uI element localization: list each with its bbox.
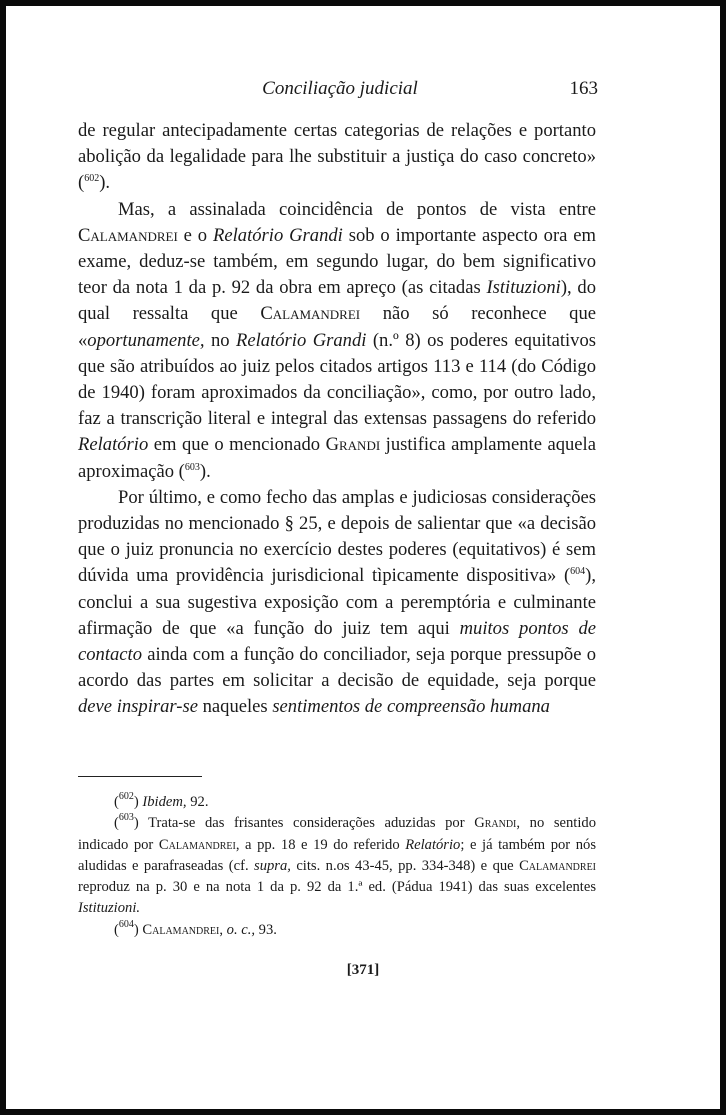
footnote-ref-604[interactable]: 604 — [570, 566, 586, 578]
footnote-divider — [78, 776, 202, 777]
paragraph-1: de regular antecipadamente certas categorias de relações e portanto abolição da legalidade para lhe substituir a justiça do caso concreto» ($^{602}$). — [78, 120, 596, 194]
page-number: 163 — [569, 78, 598, 99]
footnote-ref-603[interactable]: 603 — [184, 461, 200, 473]
footnote-604: ($^{604}$) Calamandrei, o. c., 93. — [114, 918, 277, 938]
running-title: Conciliação judicial — [262, 78, 418, 99]
scanned-page — [6, 6, 720, 1109]
paragraph-2: Mas, a assinalada coincidência de pontos de vista entre Calamandrei e o Relatório Grandi sob o importante aspecto ora em exame, deduz-se também, em segundo lugar, do bem significativo teor da nota 1 da p. 92 da obra em apreço (as citadas Istituzioni), do qual ressalta que Calamandrei não só reconhece que «oportunamente, no Relatório Grandi (n.º 8) os poderes equitativos que são atribuídos ao juiz pelos citados artigos 113 e 114 (do Código de 1940) foram aproximados da conciliação», como, por outro lado, faz a transcrição literal e integral das extensas passagens do referido Relatório em que o mencionado Grandi justifica amplamente aquela aproximação ($^{603}$). — [78, 198, 597, 482]
paragraph-3: Por último, e como fecho das amplas e judiciosas considerações produzidas no mencionado § 25, e depois de salientar que «a decisão que o juiz pronuncia no exercício destes poderes (equitativos) é sem dúvida uma providência jurisdicional tìpicamente dispositiva» ($^{604}$), conclui a sua sugestiva exposição com a peremptória e culminante afirmação de que «a função do juiz tem aqui muitos pontos de contacto ainda com a função do conciliador, seja porque pressupõe o acordo das partes em solicitar a decisão de equidade, seja porque deve inspirar-se naqueles sentimentos de compreensão humana — [78, 486, 596, 718]
main-text — [78, 118, 596, 721]
author-calamandrei: Calamandrei — [260, 303, 361, 325]
footnotes — [78, 792, 596, 941]
author-grandi: Grandi — [325, 434, 381, 456]
running-head — [84, 78, 596, 104]
footnote-603: ($^{603}$) Trata-se das frisantes considerações aduzidas por Grandi, no sentido indicado por Calamandrei, a pp. 18 e 19 do referido Relatório; e já também por nós aludidas e parafraseadas (cf. supra, cits. n.os 43-45, pp. 334-348) e que Calamandrei reproduz na p. 30 e na nota 1 da p. 92 da 1.ª ed. (Pádua 1941) das suas excelentes Istituzioni. — [78, 812, 597, 917]
footnote-ref-602[interactable]: 602 — [84, 173, 100, 185]
folio-number: [371] — [346, 962, 380, 978]
footnote-602: ($^{602}$) Ibidem, 92. — [114, 791, 209, 810]
author-calamandrei: Calamandrei — [78, 224, 178, 246]
